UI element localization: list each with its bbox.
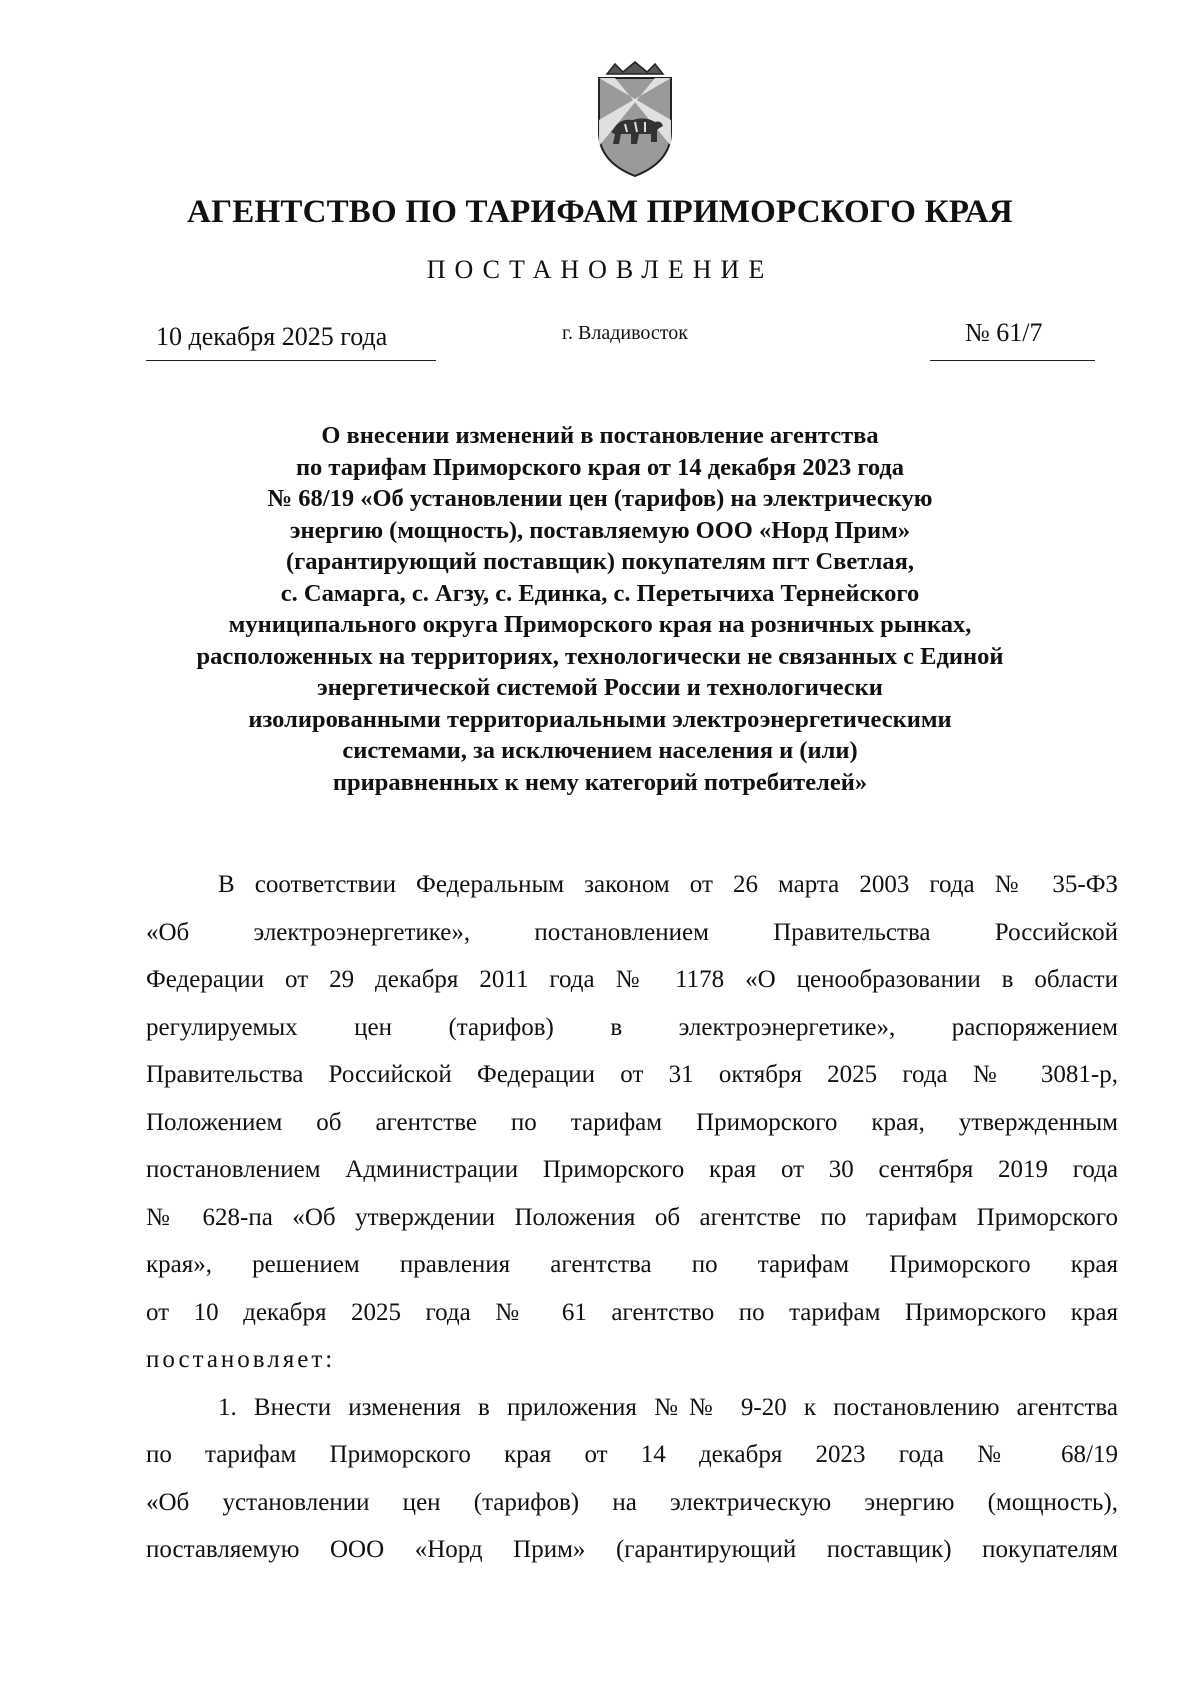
- preamble-line: края», решением правления агентства по тарифам Приморского края: [146, 1251, 1118, 1278]
- title-line: изолированными территориальными электроэнергетическими: [248, 705, 952, 733]
- preamble-line: № 628-па «Об утверждении Положения об агентстве по тарифам Приморского: [146, 1203, 1118, 1231]
- preamble-line: Правительства Российской Федерации от 31 октября 2025 года № 3081-р,: [146, 1061, 1118, 1088]
- title-line: энергетической системой России и технологически: [317, 674, 883, 701]
- title-line: расположенных на территориях, технологически не связанных с Единой: [196, 642, 1004, 670]
- title-line: О внесении изменений в постановление агентства: [321, 422, 879, 449]
- title-line: энергию (мощность), поставляемую ООО «Норд Прим»: [289, 516, 911, 544]
- document-city: г. Владивосток: [562, 322, 688, 344]
- document-title: [100, 420, 1100, 798]
- preamble-line: от 10 декабря 2025 года № 61 агентство по тарифам Приморского края: [146, 1298, 1118, 1326]
- coat-of-arms-icon: [585, 60, 685, 180]
- document-number: № 61/7: [930, 318, 1095, 361]
- title-line: муниципального округа Приморского края на розничных рынках,: [228, 611, 972, 638]
- title-line: № 68/19 «Об установлении цен (тарифов) на электрическую: [267, 485, 933, 512]
- item-1-line: по тарифам Приморского края от 14 декабря 2023 года № 68/19: [146, 1441, 1118, 1468]
- preamble-line: В соответствии Федеральным законом от 26 марта 2003 года № 35-ФЗ: [218, 871, 1118, 898]
- document-type: ПОСТАНОВЛЕНИЕ: [426, 255, 774, 284]
- agency-name: АГЕНТСТВО ПО ТАРИФАМ ПРИМОРСКОГО КРАЯ: [187, 194, 1013, 230]
- title-line: с. Самарга, с. Агзу, с. Единка, с. Перетычиха Тернейского: [280, 579, 920, 607]
- document-body: [146, 861, 1118, 1574]
- title-line: (гарантирующий поставщик) покупателям пгт Светлая,: [285, 548, 915, 575]
- item-1-line: «Об установлении цен (тарифов) на электрическую энергию (мощность),: [146, 1488, 1118, 1516]
- item-1-line: поставляемую ООО «Норд Прим» (гарантирующий поставщик) покупателям: [146, 1536, 1118, 1563]
- preamble-line: постановлением Администрации Приморского края от 30 сентября 2019 года: [146, 1156, 1118, 1183]
- title-line: системами, за исключением населения и (или): [342, 737, 858, 764]
- item-1-line: 1. Внести изменения в приложения №№ 9-20 к постановлению агентства: [218, 1393, 1118, 1421]
- title-line: по тарифам Приморского края от 14 декабря 2023 года: [295, 453, 905, 481]
- decree-word: постановляет:: [146, 1346, 336, 1373]
- title-line: приравненных к нему категорий потребителей»: [332, 768, 868, 796]
- preamble-line: «Об электроэнергетике», постановлением Правительства Российской: [146, 918, 1118, 946]
- preamble-line: регулируемых цен (тарифов) в электроэнергетике», распоряжением: [146, 1013, 1118, 1041]
- document-date: 10 декабря 2025 года: [146, 322, 436, 361]
- preamble-line: Федерации от 29 декабря 2011 года № 1178 «О ценообразовании в области: [146, 966, 1118, 993]
- preamble-line: Положением об агентстве по тарифам Приморского края, утвержденным: [146, 1108, 1118, 1136]
